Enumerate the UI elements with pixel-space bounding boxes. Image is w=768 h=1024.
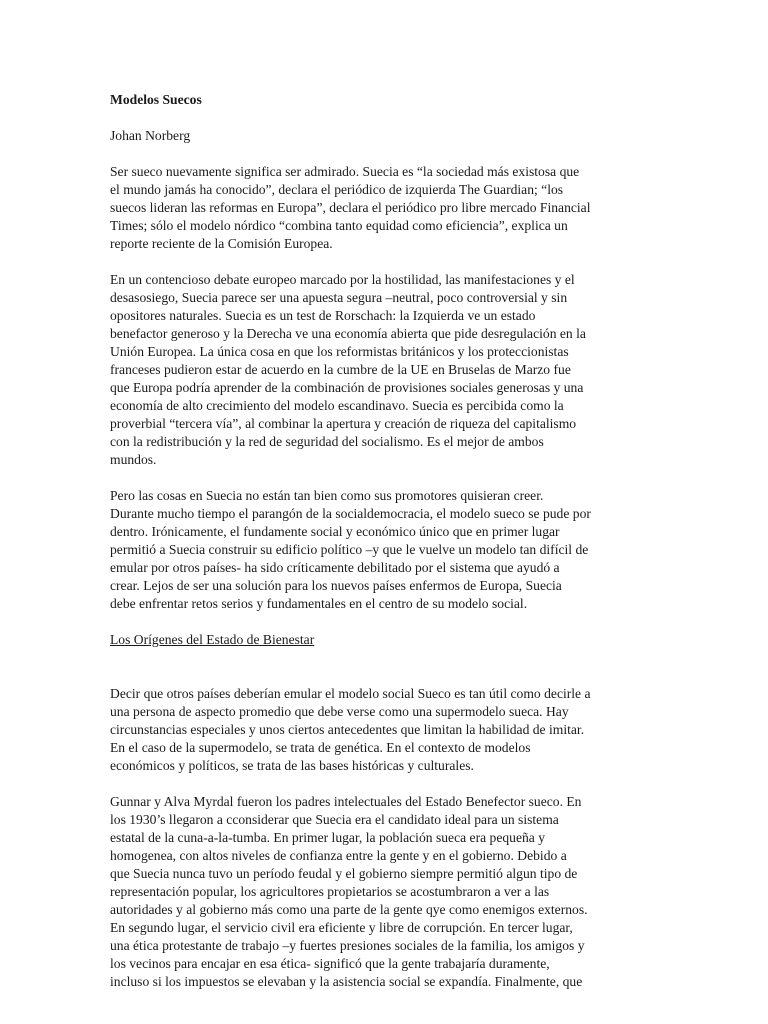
- paragraph-line: Durante mucho tiempo el parangón de la socialdemocracia, el modelo sueco se pude por: [110, 506, 591, 521]
- document-title: Modelos Suecos: [110, 92, 202, 107]
- paragraph-line: Decir que otros países deberían emular el modelo social Sueco es tan útil como decirle a: [110, 686, 591, 701]
- paragraph-line: que Suecia nunca tuvo un período feudal y el gobierno siempre permitió algun tipo de: [110, 866, 578, 881]
- paragraph-line: los vecinos para encajar en esa ética- significó que la gente trabajaría duramente,: [110, 956, 550, 971]
- paragraph-line: emular por otros países- ha sido críticamente debilitado por el sistema que ayudó a: [110, 560, 560, 575]
- paragraph-line: desasosiego, Suecia parece ser una apuesta segura –neutral, poco controversial y sin: [110, 290, 568, 305]
- paragraph-line: Pero las cosas en Suecia no están tan bien como sus promotores quisieran creer.: [110, 488, 544, 503]
- paragraph-line: debe enfrentar retos serios y fundamentales en el centro de su modelo social.: [110, 596, 528, 611]
- paragraph-line: Times; sólo el modelo nórdico “combina tanto equidad como eficiencia”, explica un: [110, 218, 568, 233]
- paragraph-line: reporte reciente de la Comisión Europea.: [110, 236, 333, 251]
- paragraph-line: suecos lideran las reformas en Europa”, declara el periódico pro libre mercado Financial: [110, 200, 591, 215]
- paragraph-line: estatal de la cuna-a-la-tumba. En primer lugar, la población sueca era pequeña y: [110, 830, 546, 845]
- paragraph-line: los 1930’s llegaron a cconsiderar que Suecia era el candidato ideal para un sistema: [110, 812, 559, 827]
- document-author: Johan Norberg: [110, 128, 191, 143]
- paragraph-line: autoridades y al gobierno más como una parte de la gente qye como enemigos externos.: [110, 902, 588, 917]
- paragraph: [110, 487, 666, 613]
- paragraph: [110, 163, 666, 253]
- paragraph: [110, 271, 666, 469]
- paragraph-line: representación popular, los agricultores propietarios se acostumbraron a ver a las: [110, 884, 550, 899]
- paragraph-line: opositores naturales. Suecia es un test de Rorschach: la Izquierda ve un estado: [110, 308, 536, 323]
- paragraph-line: circunstancias especiales y unos ciertos antecedentes que limitan la habilidad de imitar.: [110, 722, 585, 737]
- paragraph-line: con la redistribución y la red de seguridad del socialismo. Es el mejor de ambos: [110, 434, 544, 449]
- paragraph-line: En el caso de la supermodelo, se trata de genética. En el contexto de modelos: [110, 740, 531, 755]
- paragraph-line: el mundo jamás ha conocido”, declara el periódico de izquierda The Guardian; “los: [110, 182, 564, 197]
- paragraph-line: incluso si los impuestos se elevaban y la asistencia social se expandía. Finalmente, que: [110, 974, 583, 989]
- paragraph-line: benefactor generoso y la Derecha ve una economía abierta que pide desregulación en la: [110, 326, 586, 341]
- paragraph-line: Gunnar y Alva Myrdal fueron los padres intelectuales del Estado Benefector sueco. En: [110, 794, 582, 809]
- paragraph-line: proverbial “tercera vía”, al combinar la apertura y creación de riqueza del capitalismo: [110, 416, 577, 431]
- paragraph-line: economía de alto crecimiento del modelo escandinavo. Suecia es percibida como la: [110, 398, 564, 413]
- paragraph-line: crear. Lejos de ser una solución para los nuevos países enfermos de Europa, Suecia: [110, 578, 562, 593]
- paragraph-line: En un contencioso debate europeo marcado por la hostilidad, las manifestaciones y el: [110, 272, 575, 287]
- paragraph-line: permitió a Suecia construir su edificio político –y que le vuelve un modelo tan difícil de: [110, 542, 589, 557]
- paragraph-line: franceses pudieron estar de acuerdo en la cumbre de la UE en Bruselas de Marzo fue: [110, 362, 571, 377]
- paragraph-line: homogenea, con altos niveles de confianza entre la gente y en el gobierno. Debido a: [110, 848, 567, 863]
- section-heading: Los Orígenes del Estado de Bienestar: [110, 632, 315, 647]
- paragraph-line: que Europa podría aprender de la combinación de provisiones sociales generosas y una: [110, 380, 584, 395]
- paragraph-line: mundos.: [110, 452, 157, 467]
- paragraph-line: dentro. Irónicamente, el fundamente social y económico único que en primer lugar: [110, 524, 560, 539]
- paragraph-line: una ética protestante de trabajo –y fuertes presiones sociales de la familia, los amigos y: [110, 938, 585, 953]
- paragraph: [110, 685, 666, 775]
- body-section-intro: [110, 163, 666, 613]
- paragraph-line: Unión Europea. La única cosa en que los reformistas británicos y los proteccionistas: [110, 344, 569, 359]
- paragraph-line: En segundo lugar, el servicio civil era eficiente y libre de corrupción. En tercer lugar,: [110, 920, 573, 935]
- paragraph-line: una persona de aspecto promedio que debe verse como una supermodelo sueca. Hay: [110, 704, 569, 719]
- document-page: [110, 91, 666, 991]
- body-section-origins: [110, 685, 666, 991]
- paragraph-line: Ser sueco nuevamente significa ser admirado. Suecia es “la sociedad más existosa que: [110, 164, 580, 179]
- paragraph: [110, 793, 666, 991]
- paragraph-line: económicos y políticos, se trata de las bases históricas y culturales.: [110, 758, 474, 773]
